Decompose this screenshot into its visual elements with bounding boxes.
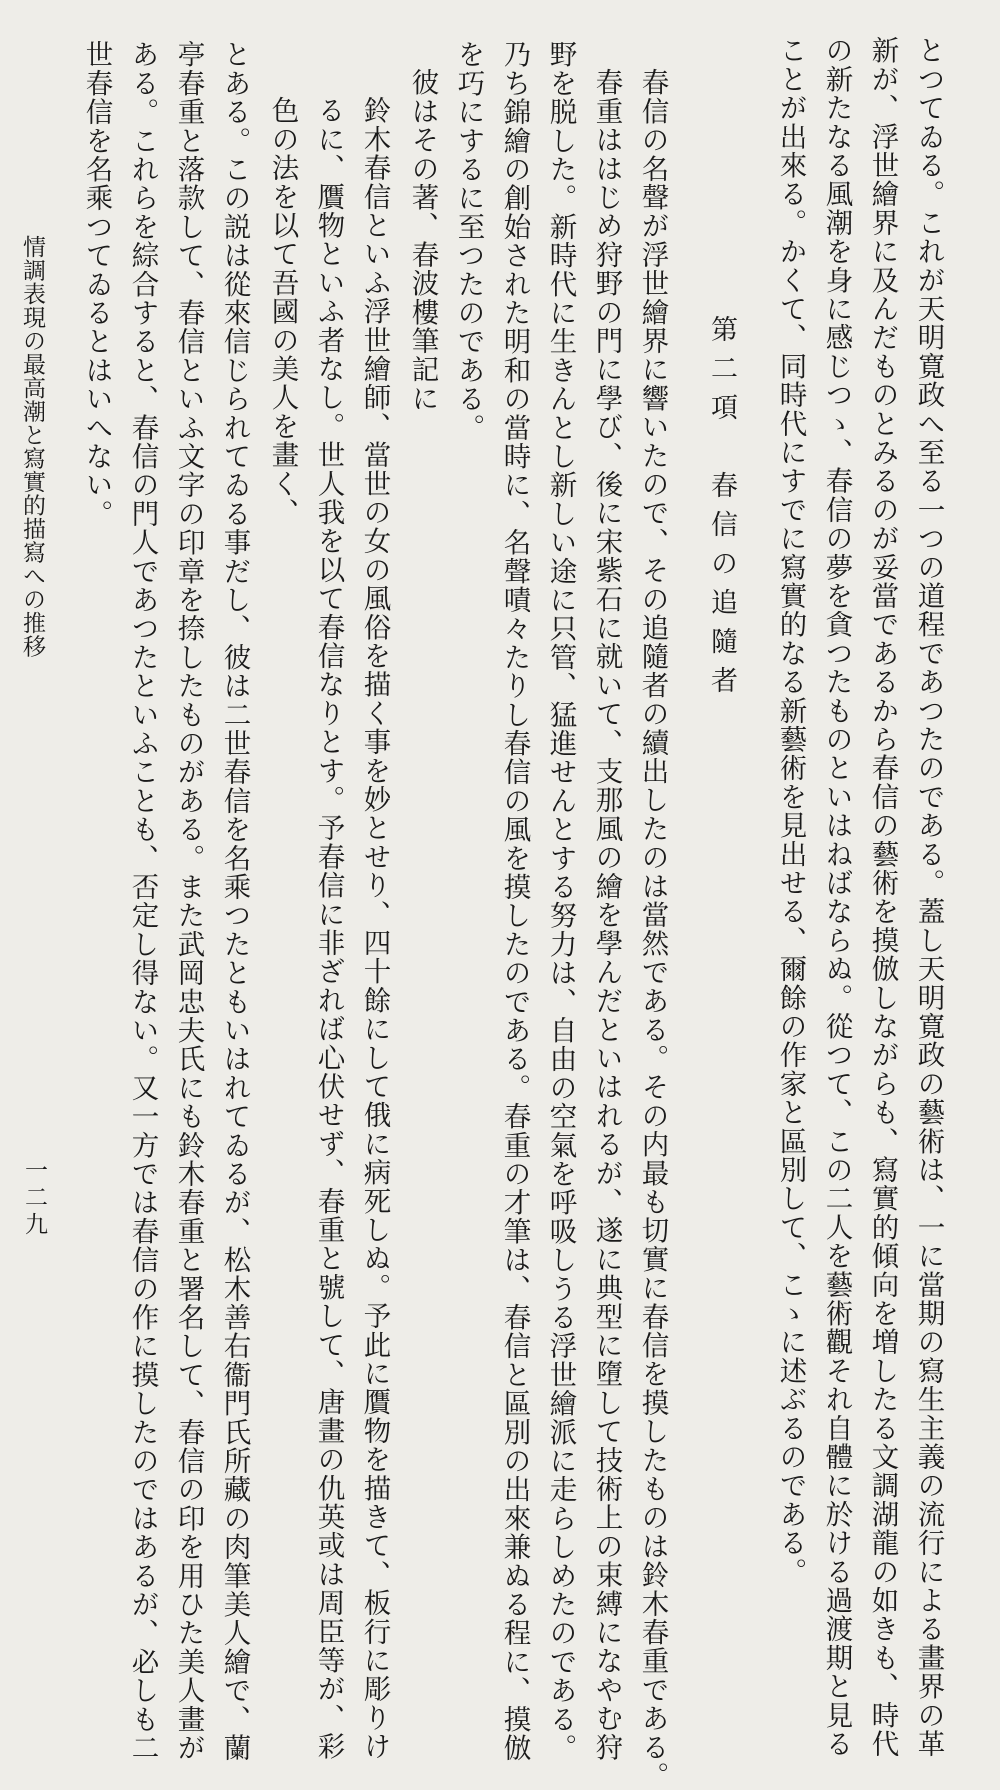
body-column: の新たなる風潮を身に感じつゝ、春信の夢を貪つたものといはねばならぬ。從つて、この二人を藝術觀それ自體に於ける過渡期と見る	[820, 36, 853, 1758]
body-column: 亭春重と落款して、春信といふ文字の印章を捺したものがある。また武岡忠夫氏にも鈴木春重と署名して、春信の印を用ひた美人畫が	[172, 40, 205, 1762]
body-column: 野を脱した。新時代に生きんとし新しい途に只管、猛進せんとする努力は、自由の空氣を呼吸しうる浮世繪派に走らしめたのである。	[544, 40, 577, 1762]
body-column: 春重ははじめ狩野の門に學び、後に宋紫石に就いて、支那風の繪を學んだといはれるが、遂に典型に墮して技術上の束縛になやむ狩	[590, 68, 623, 1762]
running-head: 情調表現の最高潮と寫實的描寫への推移	[19, 235, 45, 658]
quote-column: るに、贋物といふ者なし。世人我を以て春信なりとす。予春信に非ざれば心伏せず、春重と號して、唐畫の仇英或は周臣等が、彩	[312, 96, 345, 1761]
body-column: とある。この説は從來信じられてゐる事だし、彼は二世春信を名乘つたともいはれてゐるが、松木善右衞門氏所藏の肉筆美人繪で、蘭	[218, 40, 251, 1762]
body-column: 新が、浮世繪界に及んだものとみるのが妥當であるから春信の藝術を摸倣しながらも、寫實的傾向を増したる文調湖龍の如きも、時代	[866, 36, 899, 1758]
body-column: ことが出來る。かくて、同時代にすでに寫實的なる新藝術を見出せる、爾餘の作家と區別して、こゝに述ぶるのである。	[774, 36, 807, 1586]
body-column: 世春信を名乘つてゐるとはいへない。	[80, 40, 113, 528]
body-column: 乃ち錦繪の創始された明和の當時に、名聲嘖々たりし春信の風を摸したのである。春重の才筆は、春信と區別の出來兼ぬる程に、摸倣	[498, 40, 531, 1762]
quote-column: 鈴木春信といふ浮世繪師、當世の女の風俗を描く事を妙とせり、四十餘にして俄に病死しぬ。予此に贋物を描きて、板行に彫りけ	[358, 96, 391, 1761]
page-number: 一二九	[21, 1158, 47, 1239]
section-heading: 第二項 春信の追隨者	[706, 315, 737, 705]
body-column: 彼はその著、春波樓筆記に	[406, 68, 439, 413]
body-column: とつてゐる。これが天明寛政へ至る一つの道程であつたのである。蓋し天明寛政の藝術は、一に當期の寫生主義の流行による畫界の革	[912, 36, 945, 1758]
body-column: を巧にするに至つたのである。	[452, 40, 485, 442]
body-column: 春信の名聲が浮世繪界に響いたので、その追隨者の續出したのは當然である。その内最も切實に春信を摸したものは鈴木春重である。	[636, 68, 669, 1790]
quote-column: 色の法を以て吾國の美人を畫く、	[266, 96, 299, 527]
body-column: ある。これらを綜合すると、春信の門人であつたといふことも、否定し得ない。又一方では春信の作に摸したのではあるが、必しも二	[126, 40, 159, 1762]
